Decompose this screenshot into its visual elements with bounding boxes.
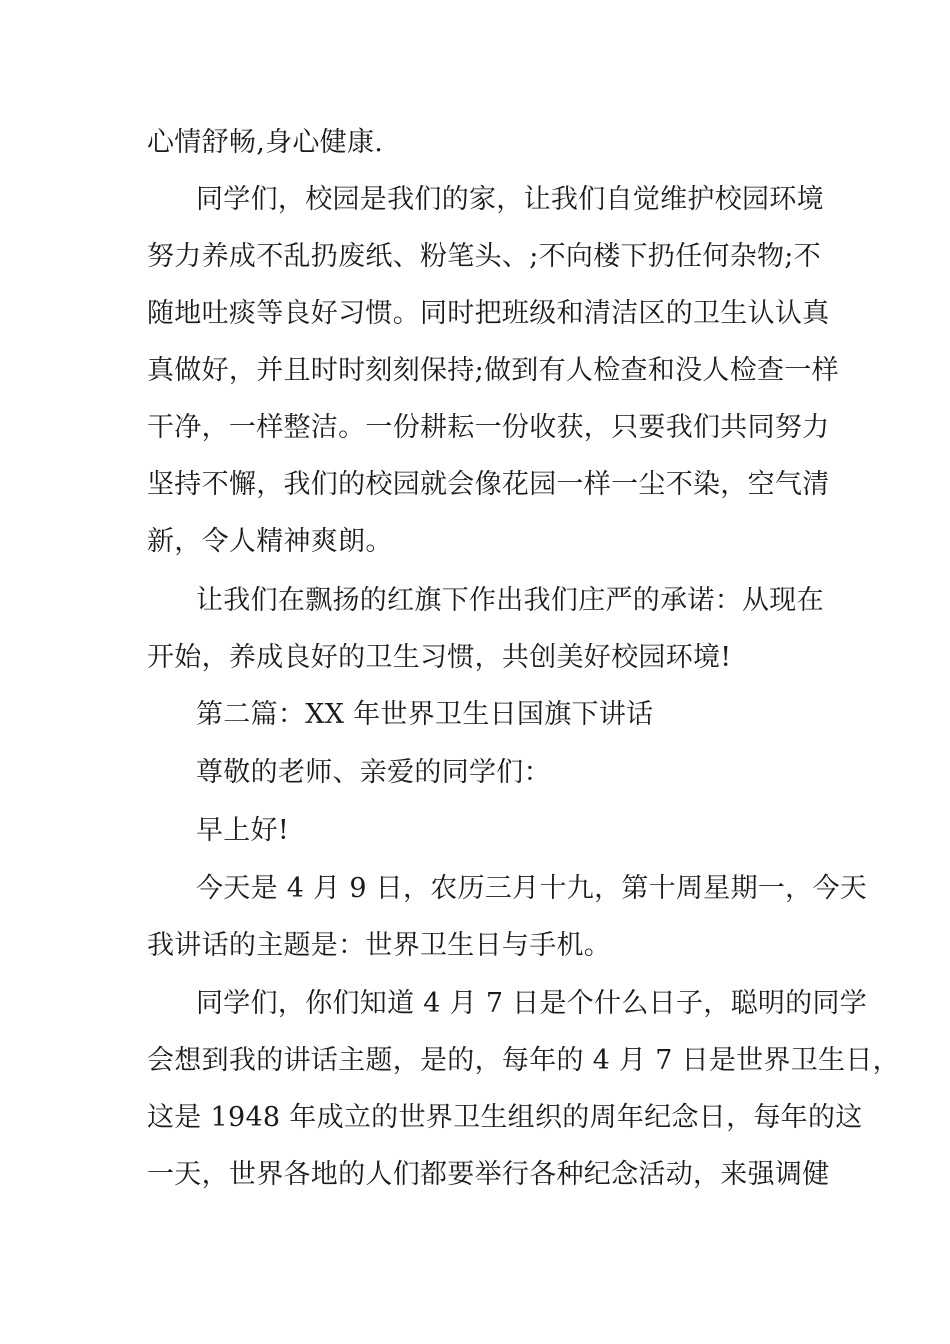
text-line: 一天，世界各地的人们都要举行各种纪念活动，来强调健	[147, 1159, 830, 1190]
text-line: 会想到我的讲话主题，是的，每年的 4 月 7 日是世界卫生日，	[147, 1045, 900, 1076]
text-line: 坚持不懈，我们的校园就会像花园一样一尘不染，空气清	[147, 469, 830, 500]
greeting: 早上好!	[196, 815, 290, 846]
paragraph-first-line: 让我们在飘扬的红旗下作出我们庄严的承诺：从现在	[196, 585, 824, 616]
section-heading: 第二篇：XX 年世界卫生日国旗下讲话	[196, 699, 654, 730]
text-line: 新，令人精神爽朗。	[147, 526, 393, 557]
text-line: 努力养成不乱扔废纸、粉笔头、;不向楼下扔任何杂物;不	[147, 241, 821, 272]
text-line: 干净，一样整洁。一份耕耘一份收获，只要我们共同努力	[147, 412, 830, 443]
text-line: 这是 1948 年成立的世界卫生组织的周年纪念日，每年的这	[147, 1102, 863, 1133]
paragraph-first-line: 同学们，你们知道 4 月 7 日是个什么日子，聪明的同学	[196, 988, 868, 1019]
text-line: 开始，养成良好的卫生习惯，共创美好校园环境!	[147, 642, 732, 673]
text-line: 我讲话的主题是：世界卫生日与手机。	[147, 930, 612, 961]
paragraph-first-line: 今天是 4 月 9 日，农历三月十九，第十周星期一，今天	[196, 873, 868, 904]
salutation: 尊敬的老师、亲爱的同学们：	[196, 757, 551, 788]
text-line: 随地吐痰等良好习惯。同时把班级和清洁区的卫生认认真	[147, 298, 830, 329]
text-line: 心情舒畅,身心健康.	[147, 127, 384, 158]
paragraph-first-line: 同学们，校园是我们的家，让我们自觉维护校园环境	[196, 184, 824, 215]
text-line: 真做好，并且时时刻刻保持;做到有人检查和没人检查一样	[147, 355, 839, 386]
